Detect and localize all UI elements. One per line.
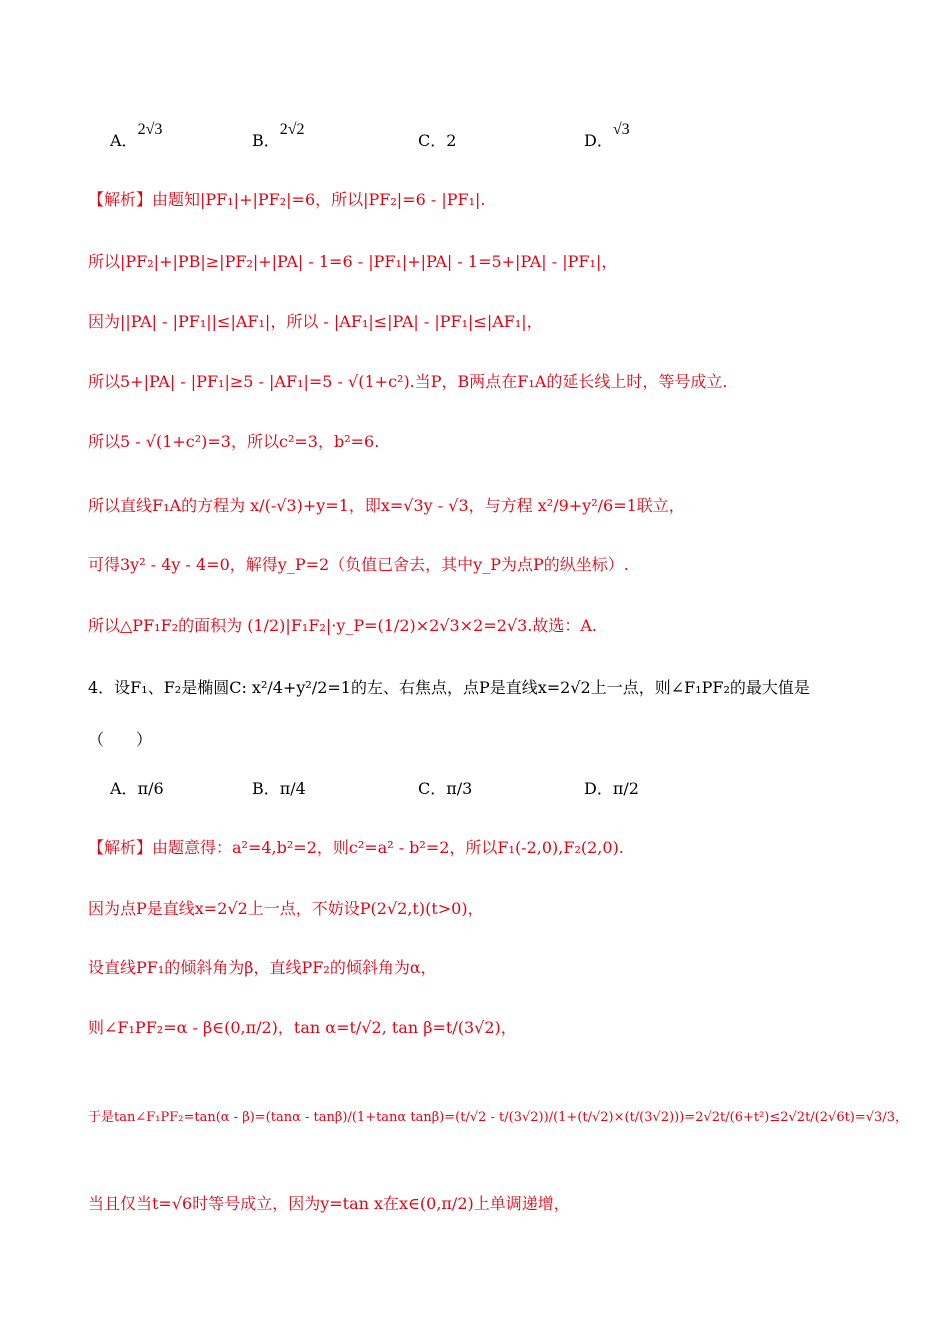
q4-option-b: B．π/4 — [252, 779, 306, 798]
q4-solution-line-6: 当且仅当t=√6时等号成立，因为y=tan x在x∈(0,π/2)上单调递增， — [88, 1194, 570, 1213]
q4-option-a: A．π/6 — [110, 779, 164, 798]
q4-paren: （ ） — [88, 730, 153, 749]
q3-solution-line-7: 可得3y² - 4y - 4=0，解得y_P=2（负值已舍去，其中y_P为点P的纵坐标）. — [88, 555, 629, 574]
q3-solution-line-3: 因为||PA| - |PF₁||≤|AF₁|，所以 - |AF₁|≤|PA| - |PF₁|≤|AF₁|， — [88, 312, 543, 331]
q3-solution-line-1: 【解析】由题知|PF₁|+|PF₂|=6，所以|PF₂|=6 - |PF₁|. — [88, 190, 486, 209]
q3-solution-line-5: 所以5 - √(1+c²)=3，所以c²=3，b²=6. — [88, 432, 380, 451]
q4-option-c: C．π/3 — [418, 779, 473, 798]
q3-solution-line-4: 所以5+|PA| - |PF₁|≥5 - |AF₁|=5 - √(1+c²).当P，B两点在F₁A的延长线上时，等号成立. — [88, 372, 728, 391]
q3-option-b: B．2√2 — [252, 121, 305, 150]
q3-option-c: C．2 — [418, 131, 457, 150]
q3-solution-line-2: 所以|PF₂|+|PB|≥|PF₂|+|PA| - 1=6 - |PF₁|+|PA| - 1=5+|PA| - |PF₁|， — [88, 252, 618, 271]
q3-option-a: A．2√3 — [110, 121, 163, 150]
q3-solution-line-8: 所以△PF₁F₂的面积为 (1/2)|F₁F₂|·y_P=(1/2)×2√3×2=2√3.故选：A. — [88, 616, 598, 635]
q4-solution-line-3: 设直线PF₁的倾斜角为β，直线PF₂的倾斜角为α， — [88, 958, 437, 977]
q4-stem: 4．设F₁、F₂是椭圆C: x²/4+y²/2=1的左、右焦点，点P是直线x=2√2上一点，则∠F₁PF₂的最大值是 — [88, 678, 810, 697]
q4-solution-line-4: 则∠F₁PF₂=α - β∈(0,π/2)，tan α=t/√2, tan β=t/(3√2)， — [88, 1018, 517, 1037]
q3-solution-line-6: 所以直线F₁A的方程为 x/(-√3)+y=1，即x=√3y - √3，与方程 x²/9+y²/6=1联立， — [88, 496, 685, 515]
q4-option-d: D．π/2 — [584, 779, 639, 798]
q4-solution-line-5: 于是tan∠F₁PF₂=tan(α - β)=(tanα - tanβ)/(1+tanα tanβ)=(t/√2 - t/(3√2))/(1+(t/√2)×(t/(3√2)))=2√2t/(6+t²)≤2√2t/(2√6t)=√3/3， — [88, 1110, 908, 1125]
q4-solution-line-2: 因为点P是直线x=2√2上一点，不妨设P(2√2,t)(t>0)， — [88, 899, 484, 918]
q4-solution-line-1: 【解析】由题意得：a²=4,b²=2，则c²=a² - b²=2，所以F₁(-2,0),F₂(2,0). — [88, 838, 624, 857]
q3-option-d: D．√3 — [584, 121, 630, 150]
